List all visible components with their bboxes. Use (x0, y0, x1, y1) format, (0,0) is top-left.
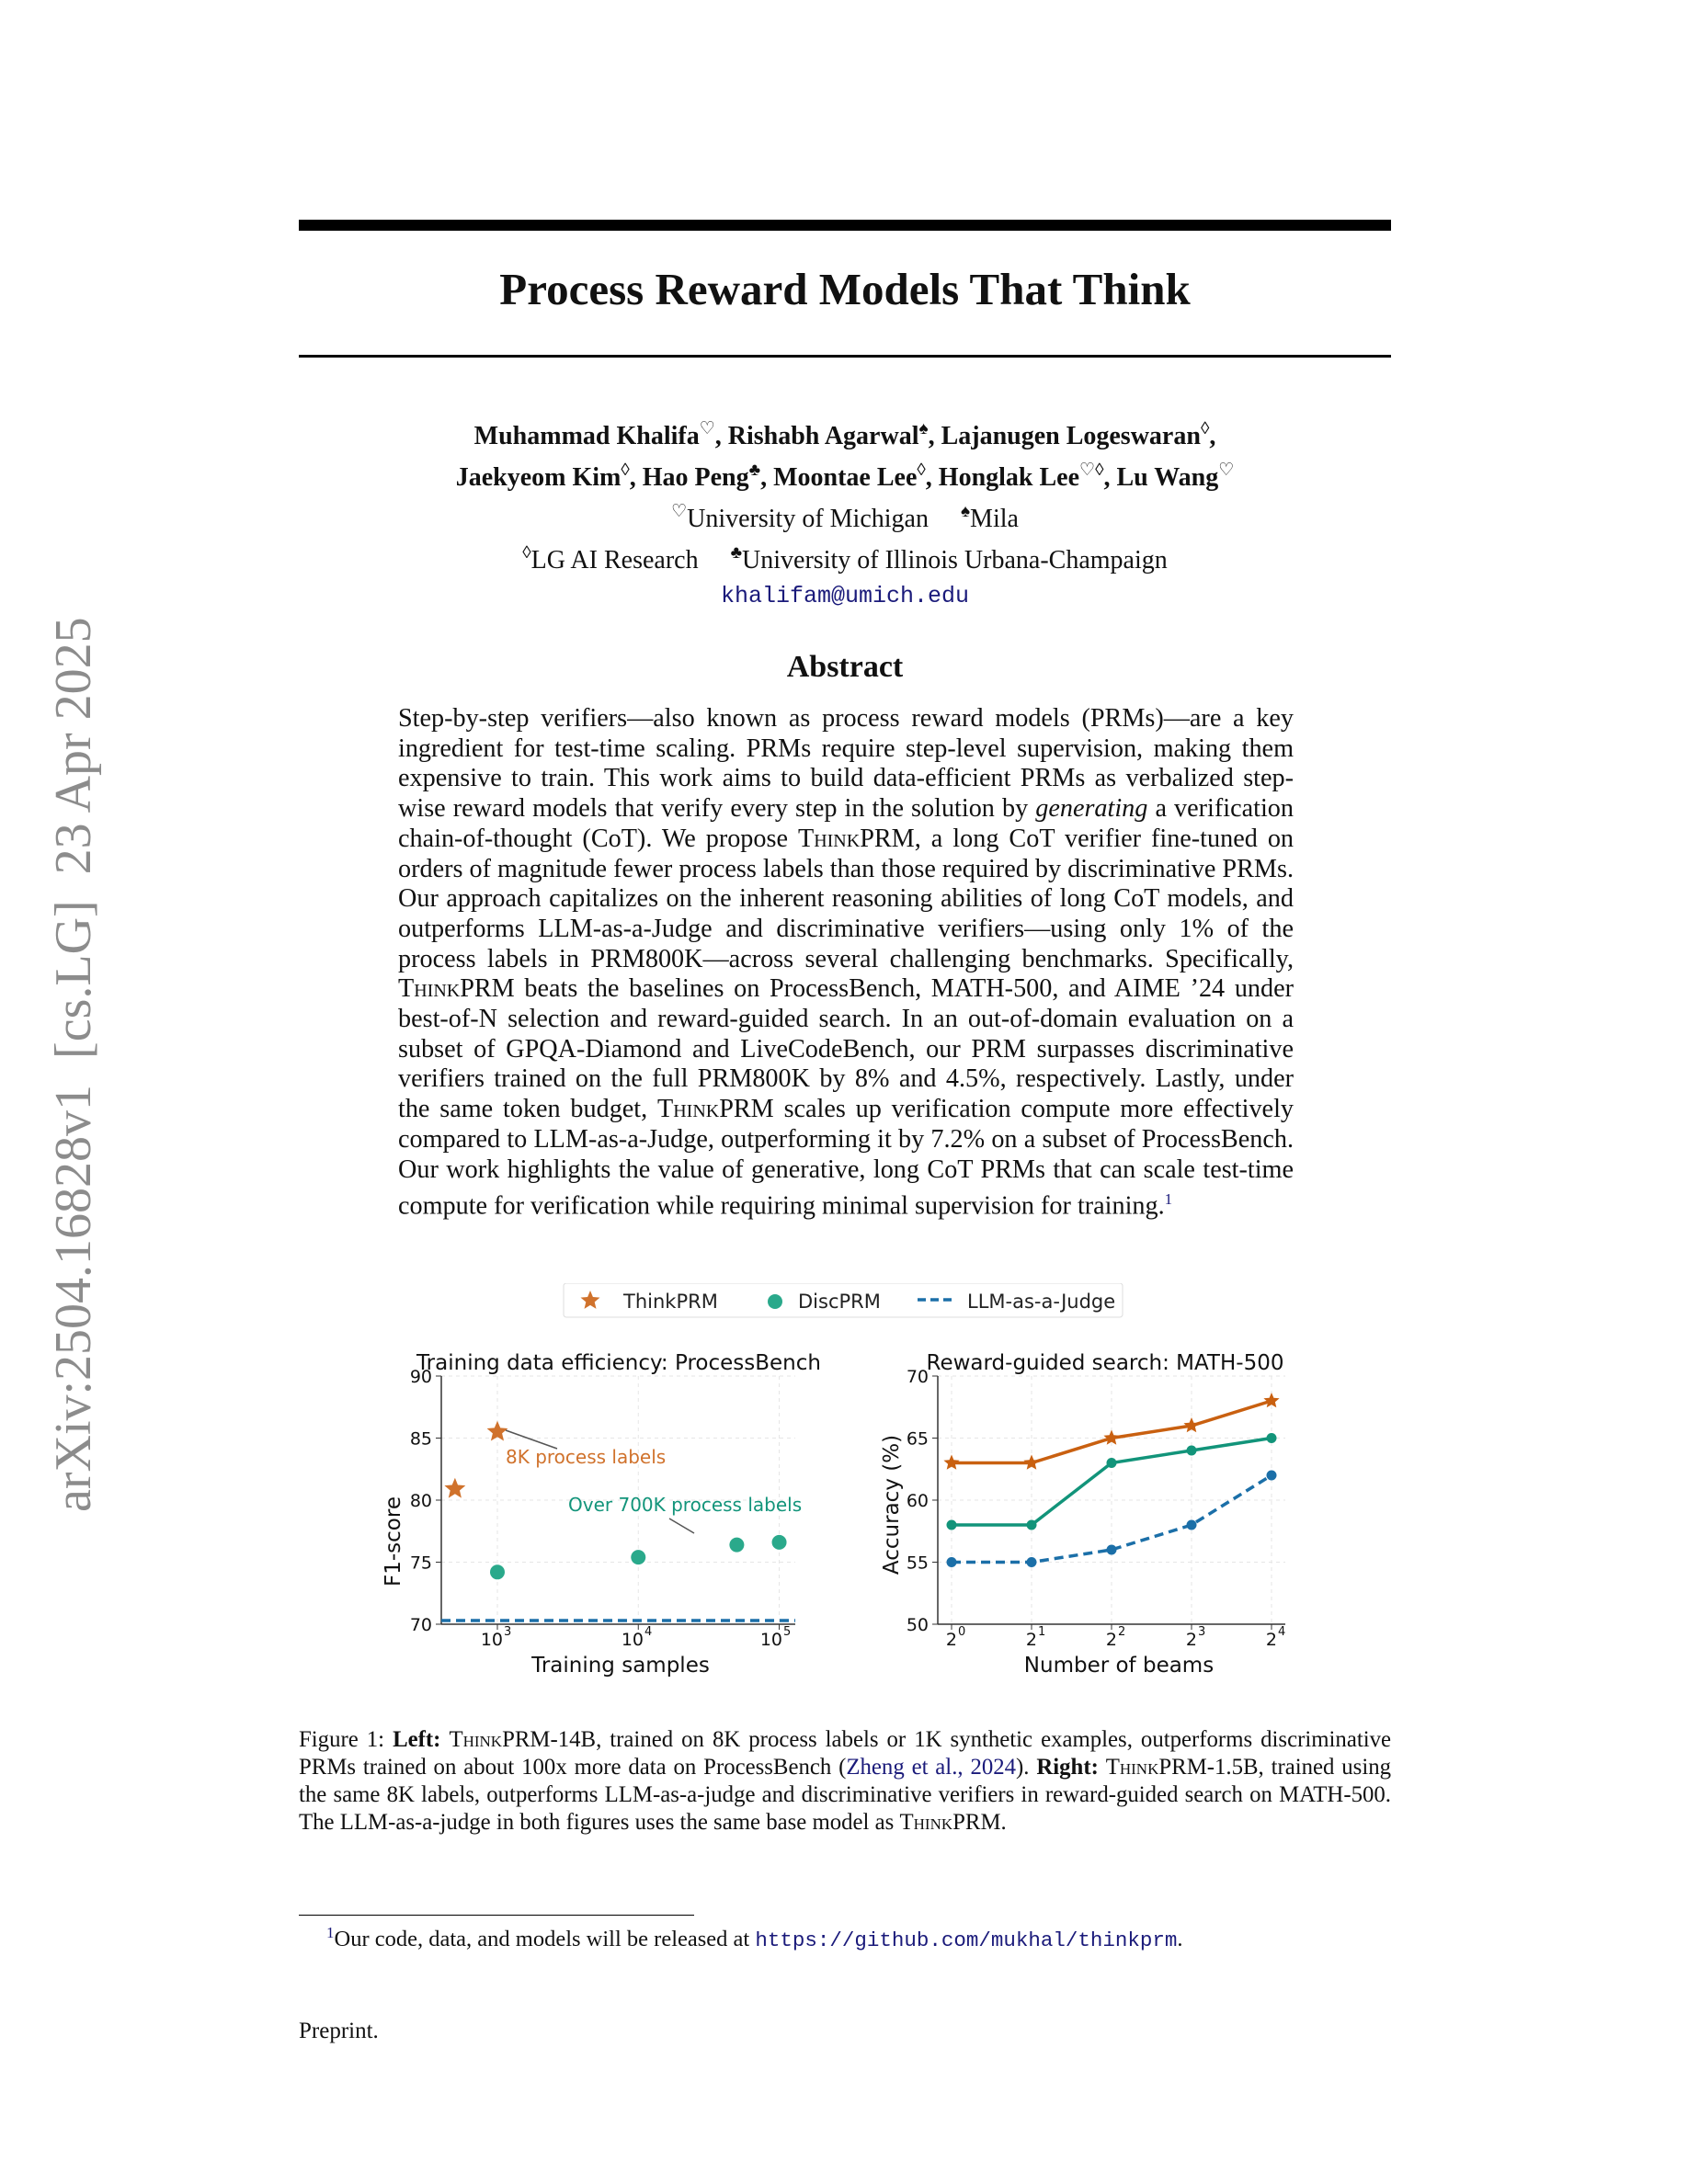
y-tick-label: 85 (409, 1428, 432, 1450)
thinkprm-point (1263, 1393, 1279, 1407)
x-tick-exp: 3 (504, 1625, 512, 1639)
author-block (299, 412, 1391, 613)
method-name: ThinkPRM (797, 824, 915, 853)
legend-label-discprm: DiscPRM (798, 1291, 881, 1313)
title-rule-bottom (299, 355, 1391, 358)
caption-right-label: Right: (1036, 1755, 1099, 1780)
discprm-point (1107, 1458, 1117, 1468)
citation-link[interactable]: Zheng et al., 2024 (846, 1755, 1017, 1780)
discprm-point (1187, 1446, 1197, 1456)
author-name: Lajanugen Logeswaran (941, 422, 1201, 450)
footnote-ref-link[interactable]: 1 (1164, 1190, 1173, 1209)
caption-label: Figure 1: (299, 1727, 393, 1752)
author-email-link[interactable]: khalifam@umich.edu (720, 583, 970, 609)
affiliation-mark: ♡ (1218, 461, 1235, 480)
left-annotation-700k: Over 700K process labels (568, 1494, 803, 1516)
method-name: ThinkPRM (657, 1095, 774, 1124)
y-tick-label: 55 (906, 1553, 929, 1574)
discprm-point (631, 1550, 645, 1564)
affiliation-line-1 (299, 495, 1391, 536)
figure-caption (299, 1726, 1391, 1837)
affiliation-mark: ♡ (671, 502, 688, 521)
left-chart (382, 1351, 821, 1678)
author-name: Moontae Lee (773, 463, 918, 492)
legend (564, 1283, 1123, 1317)
footnote-text: Our code, data, and models will be released at (334, 1927, 756, 1952)
left-annotation-8k: 8K process labels (506, 1446, 667, 1468)
left-x-label: Training samples (531, 1654, 710, 1678)
footnote (326, 1924, 1384, 1952)
caption-text: -14B, trained on 8K process labels or 1K synthetic examples, outperforms discriminative PRMs trained on about 100x more data on ProcessBench ( (299, 1727, 1392, 1780)
caption-text: ). (1016, 1755, 1037, 1780)
affiliation-mark: ♣ (730, 543, 743, 563)
figure-1-charts (377, 1283, 1315, 1697)
discprm-point (729, 1538, 744, 1553)
arxiv-stamp-text: arXiv:2504.16828v1 [cs.LG] 23 Apr 2025 (45, 617, 102, 1512)
y-tick-label: 50 (906, 1615, 929, 1635)
paper-title: Process Reward Models That Think (499, 264, 1191, 314)
caption-left-label: Left: (393, 1727, 441, 1752)
right-chart-title: Reward-guided search: MATH-500 (926, 1351, 1284, 1375)
judge-point (1027, 1557, 1037, 1567)
preprint-label: Preprint. (299, 2019, 379, 2043)
x-tick-exp: 2 (1118, 1625, 1126, 1639)
affiliation-name: Mila (970, 505, 1019, 533)
left-chart-title: Training data efficiency: ProcessBench (416, 1351, 821, 1375)
affiliation-mark: ◊ (1200, 419, 1210, 438)
affiliation-name: LG AI Research (530, 546, 699, 574)
discprm-point (1027, 1520, 1037, 1530)
affiliation-mark: ♡ (699, 419, 715, 438)
judge-point (947, 1557, 957, 1567)
title-rule-top (299, 220, 1391, 231)
discprm-point (772, 1535, 787, 1550)
footnote-mark: 1 (326, 1924, 335, 1941)
x-tick-exp: 4 (1278, 1625, 1286, 1639)
author-line-1: Muhammad Khalifa♡, Rishabh Agarwal♠, Lajanugen Logeswaran◊, (473, 419, 1216, 450)
repo-url-link[interactable]: https://github.com/mukhal/thinkprm (755, 1928, 1178, 1953)
x-tick-exp: 4 (644, 1625, 653, 1639)
method-name: ThinkPRM (1105, 1755, 1207, 1780)
judge-point (1107, 1545, 1117, 1555)
author-name: Rishabh Agarwal (727, 422, 919, 450)
right-chart (880, 1351, 1285, 1678)
arxiv-stamp (35, 552, 108, 1563)
x-tick-base: 2 (1105, 1630, 1117, 1650)
affiliation-mark: ♠ (960, 502, 971, 521)
affiliation-mark: ◊ (621, 461, 630, 480)
author-name: Lu Wang (1116, 463, 1219, 492)
author-name: Muhammad Khalifa (473, 422, 700, 450)
discprm-point (490, 1564, 505, 1579)
left-y-label: F1-score (382, 1496, 405, 1587)
judge-point (1187, 1520, 1197, 1530)
x-tick-base: 2 (1185, 1630, 1197, 1650)
x-tick-base: 2 (945, 1630, 957, 1650)
right-y-label: Accuracy (%) (880, 1434, 904, 1575)
discprm-point (1267, 1433, 1277, 1443)
thinkprm-point (444, 1478, 465, 1498)
footnote-text: . (1177, 1927, 1183, 1952)
x-tick-exp: 1 (1038, 1625, 1046, 1639)
x-tick-base: 2 (1025, 1630, 1037, 1650)
abstract-text: , a long CoT verifier fine-tuned on orders of magnitude fewer process labels than those required by discriminative PRMs. Our approach capitalizes on the inherent reasoning abilities of long CoT models, and outperforms LLM-as-a-Judge and discriminative verifiers—using only 1% of the process labels in PRM800K—across several challenging benchmarks. Specifically, (398, 824, 1295, 973)
legend-circle-icon (768, 1294, 782, 1309)
affiliation-mark: ♡◊ (1079, 461, 1104, 480)
legend-label-judge: LLM-as-a-Judge (967, 1291, 1116, 1313)
y-tick-label: 70 (906, 1367, 929, 1387)
x-tick-exp: 3 (1198, 1625, 1206, 1639)
affiliation-mark: ♣ (748, 461, 761, 480)
x-tick-base: 10 (480, 1630, 503, 1650)
discprm-point (947, 1520, 957, 1530)
y-tick-label: 90 (409, 1367, 432, 1387)
abstract-text: a verification chain-of-thought (CoT). We propose (398, 794, 1294, 853)
left-x-ticks (481, 1625, 791, 1650)
y-tick-label: 80 (409, 1491, 432, 1511)
x-tick-base: 10 (621, 1630, 644, 1650)
affiliation-line-2 (299, 536, 1391, 577)
abstract-text: scales up verification compute more effectively compared to LLM-as-a-Judge, outperforming it by 7.2% on a subset of ProcessBench. Our work highlights the value of generative, long CoT PRMs that can scale test-time compute for verification while requiring minimal supervision for training. (398, 1095, 1294, 1221)
caption-text: -1.5B, trained using the same 8K labels, outperforms LLM-as-a-judge and discriminative verifiers in reward-guided search on MATH-500. The LLM-as-a-judge in both figures uses the same base model as (299, 1755, 1392, 1835)
author-line-2: Jaekyeom Kim◊, Hao Peng♣, Moontae Lee◊, Honglak Lee♡◊, Lu Wang♡ (455, 461, 1235, 492)
y-tick-label: 75 (409, 1553, 432, 1574)
abstract-emphasis: generating (1035, 794, 1148, 824)
affiliation-mark: ♠ (918, 419, 929, 438)
abstract-text: beats the baselines on ProcessBench, MATH-500, and AIME ’24 under best-of-N selection and reward-guided search. In an out-of-domain evaluation on a subset of GPQA-Diamond and LiveCodeBench, our PRM surpasses discriminative verifiers trained on the full PRM800K by 8% and 4.5%, respectively. Lastly, under the same token budget, (398, 974, 1294, 1124)
author-name: Honglak Lee (938, 463, 1080, 492)
abstract-heading: Abstract (786, 650, 904, 684)
caption-text: . (1000, 1810, 1007, 1835)
y-tick-label: 65 (906, 1428, 929, 1450)
y-tick-label: 70 (409, 1615, 432, 1635)
method-name: ThinkPRM (899, 1810, 1001, 1835)
x-tick-exp: 0 (958, 1625, 966, 1639)
method-name: ThinkPRM (398, 974, 515, 1004)
y-tick-label: 60 (906, 1491, 929, 1511)
x-tick-base: 2 (1265, 1630, 1277, 1650)
x-tick-exp: 5 (783, 1625, 792, 1639)
figure-1 (377, 1283, 1315, 1697)
right-x-ticks (946, 1625, 1285, 1650)
right-x-label: Number of beams (1023, 1654, 1215, 1678)
affiliation-mark: ◊ (917, 461, 926, 480)
annotation-arrow-700k (669, 1519, 694, 1533)
affiliation-name: University of Michigan (687, 505, 929, 533)
author-name: Jaekyeom Kim (455, 463, 622, 492)
affiliation-name: University of Illinois Urbana-Champaign (742, 546, 1168, 574)
author-name: Hao Peng (642, 463, 749, 492)
judge-point (1267, 1471, 1277, 1481)
affiliation-mark: ◊ (522, 543, 531, 563)
footnote-rule (299, 1915, 694, 1916)
legend-label-thinkprm: ThinkPRM (623, 1291, 718, 1313)
method-name: ThinkPRM (449, 1727, 551, 1752)
abstract-body (398, 704, 1294, 1222)
x-tick-base: 10 (759, 1630, 782, 1650)
abstract-text: Step-by-step verifiers—also known as process reward models (PRMs)—are a key ingredient for test-time scaling. PRMs require step-level supervision, making them expensive to train. This work aims to build data-efficient PRMs as verbalized step-wise reward models that verify every step in the solution by (398, 704, 1294, 824)
